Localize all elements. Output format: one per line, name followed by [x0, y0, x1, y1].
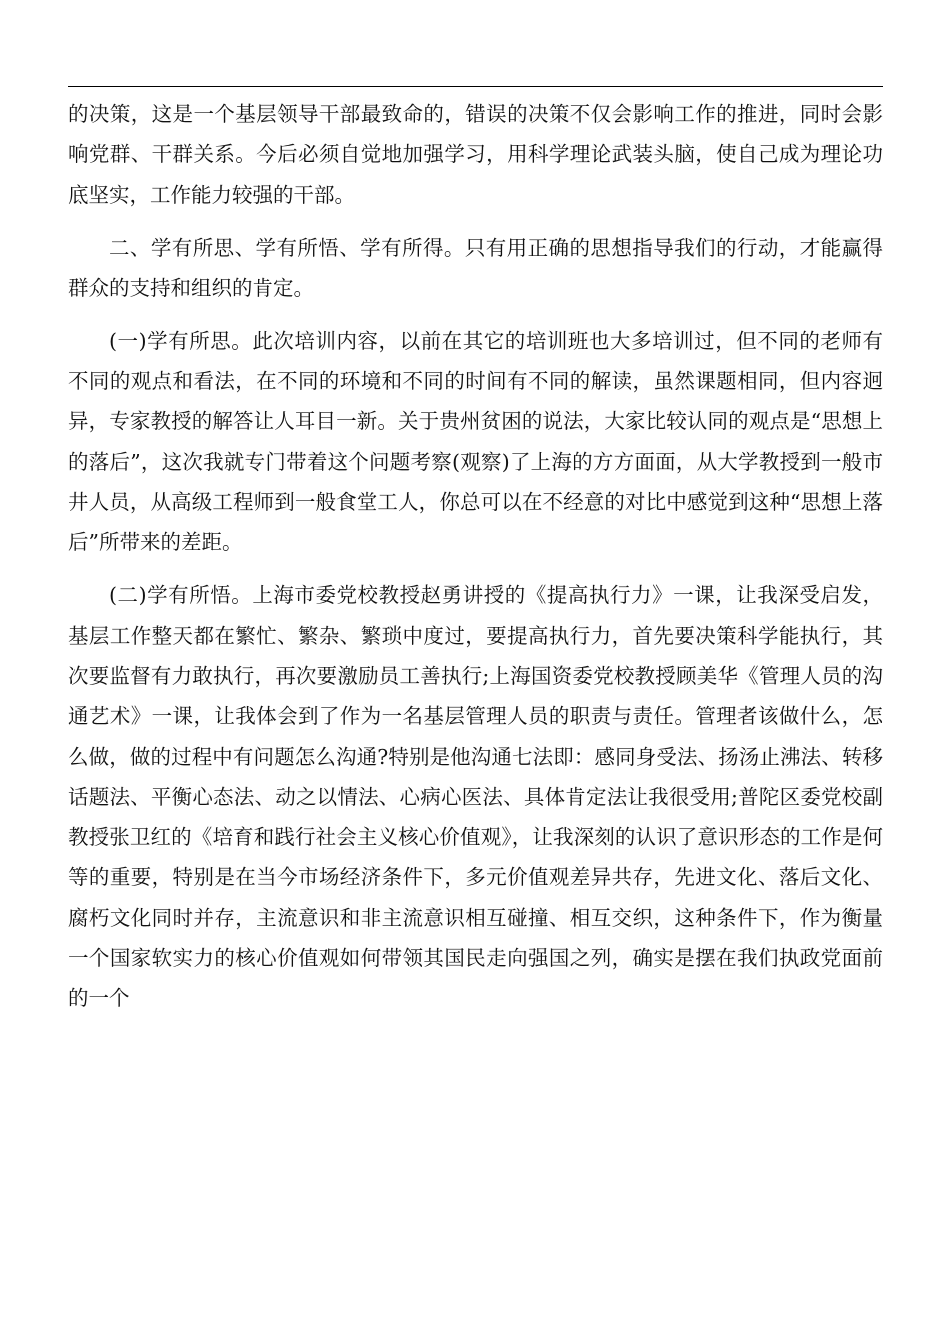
paragraph-subsection-one: (一)学有所思。此次培训内容，以前在其它的培训班也大多培训过，但不同的老师有不同的观点和看法，在不同的环境和不同的时间有不同的解读，虽然课题相同，但内容迥异，专家教授的解答让人耳目一新。关于贵州贫困的说法，大家比较认同的观点是“思想上的落后”，这次我就专门带着这个问题考察(观察)了上海的方方面面，从大学教授到一般市井人员，从高级工程师到一般食堂工人，你总可以在不经意的对比中感觉到这种“思想上落后”所带来的差距。	[68, 328, 883, 555]
paragraph-section-two: 二、学有所思、学有所悟、学有所得。只有用正确的思想指导我们的行动，才能赢得群众的支持和组织的肯定。	[68, 235, 883, 300]
document-body	[68, 94, 883, 1031]
paragraph-subsection-two: (二)学有所悟。上海市委党校教授赵勇讲授的《提高执行力》一课，让我深受启发，基层工作整天都在繁忙、繁杂、繁琐中度过，要提高执行力，首先要决策科学能执行，其次要监督有力敢执行，再次要激励员工善执行;上海国资委党校教授顾美华《管理人员的沟通艺术》一课，让我体会到了作为一名基层管理人员的职责与责任。管理者该做什么，怎么做，做的过程中有问题怎么沟通?特别是他沟通七法即：感同身受法、扬汤止沸法、转移话题法、平衡心态法、动之以情法、心病心医法、具体肯定法让我很受用;普陀区委党校副教授张卫红的《培育和践行社会主义核心价值观》，让我深刻的认识了意识形态的工作是何等的重要，特别是在当今市场经济条件下，多元价值观差异共存，先进文化、落后文化、腐朽文化同时并存，主流意识和非主流意识相互碰撞、相互交织，这种条件下，作为衡量一个国家软实力的核心价值观如何带领其国民走向强国之列，确实是摆在我们执政党面前的一个	[68, 583, 883, 1011]
paragraph-continuation: 的决策，这是一个基层领导干部最致命的，错误的决策不仅会影响工作的推进，同时会影响党群、干群关系。今后必须自觉地加强学习，用科学理论武装头脑，使自己成为理论功底坚实，工作能力较强的干部。	[68, 102, 883, 207]
header-rule	[68, 86, 883, 87]
